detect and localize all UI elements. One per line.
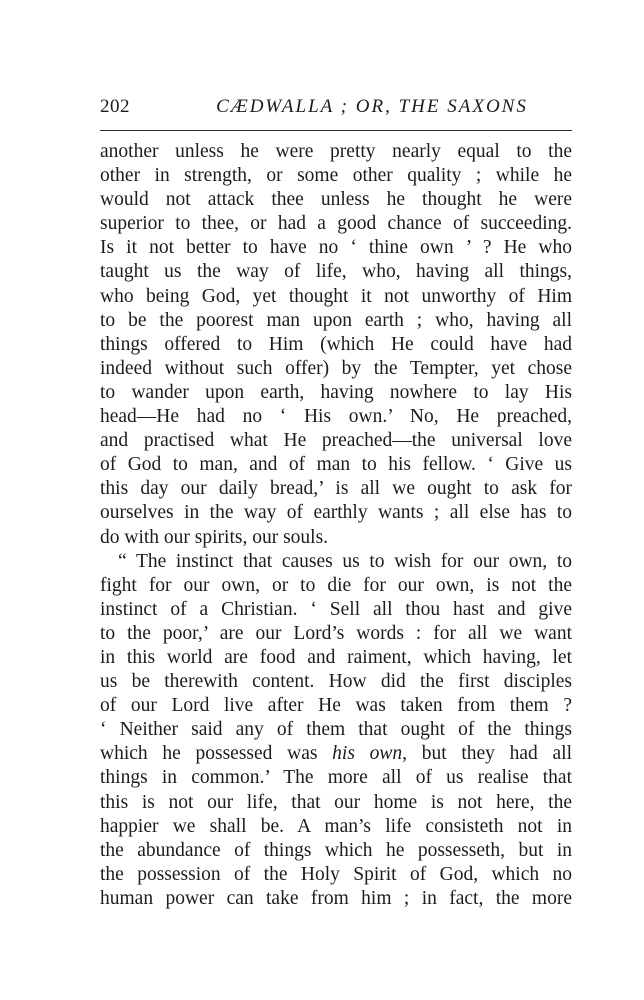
text-line: indeed without such offer) by the Tempter, yet chose <box>100 357 572 379</box>
line-segment: which he possessed was <box>100 743 333 765</box>
text-line: taught us the way of life, who, having all things, <box>100 261 572 283</box>
text-line: things in common.’ The more all of us realise that <box>100 767 572 789</box>
text-line: Is it not better to have no ‘ thine own ’ ? He who <box>100 237 572 259</box>
text-line: ‘ Neither said any of them that ought of the things <box>100 719 572 741</box>
text-line: to wander upon earth, having nowhere to lay His <box>100 381 572 403</box>
text-line: this day our daily bread,’ is all we ought to ask for <box>100 478 572 500</box>
text-line: to be the poorest man upon earth ; who, having all <box>100 309 572 331</box>
running-title: CÆDWALLA ; OR, THE SAXONS <box>216 96 528 117</box>
text-line: the abundance of things which he possesseth, but in <box>100 839 572 861</box>
text-line: another unless he were pretty nearly equal to the <box>100 141 572 162</box>
text-line: the possession of the Holy Spirit of God, which no <box>100 863 572 885</box>
page-header <box>100 96 572 124</box>
text-line: of our Lord live after He was taken from them ? <box>100 695 572 717</box>
text-line: things offered to Him (which He could have had <box>100 333 572 355</box>
text-line: other in strength, or some other quality ; while he <box>100 165 572 187</box>
text-line-with-emphasis <box>100 742 572 766</box>
text-line: head—He had no ‘ His own.’ No, He preached, <box>100 406 572 428</box>
text-line: this is not our life, that our home is not here, the <box>100 791 572 813</box>
text-line: in this world are food and raiment, which having, let <box>100 646 572 668</box>
header-rule <box>100 130 572 131</box>
text-line: instinct of a Christian. ‘ Sell all thou hast and give <box>100 598 572 620</box>
text-line: of God to man, and of man to his fellow. ‘ Give us <box>100 454 572 476</box>
paragraph-start-line: “ The instinct that causes us to wish for our own, to <box>118 550 572 572</box>
text-line: ourselves in the way of earthly wants ; all else has to <box>100 502 572 524</box>
text-line: human power can take from him ; in fact, the more <box>100 887 572 909</box>
line-segment: , but they had all <box>402 743 572 765</box>
paragraph-end-line: do with our spirits, our souls. <box>100 526 329 548</box>
page-number: 202 <box>100 96 130 117</box>
body-text <box>100 140 572 911</box>
text-line: happier we shall be. A man’s life consisteth not in <box>100 815 572 837</box>
text-line: and practised what He preached—the universal love <box>100 430 572 452</box>
text-line: who being God, yet thought it not unworthy of Him <box>100 285 572 307</box>
text-line: to the poor,’ are our Lord’s words : for all we want <box>100 622 572 644</box>
text-line: would not attack thee unless he thought he were <box>100 189 572 211</box>
text-line: superior to thee, or had a good chance of succeeding. <box>100 213 572 235</box>
emphasized-phrase: his own <box>332 743 403 765</box>
text-line: us be therewith content. How did the first disciples <box>100 671 572 693</box>
text-line: fight for our own, or to die for our own, is not the <box>100 574 572 596</box>
